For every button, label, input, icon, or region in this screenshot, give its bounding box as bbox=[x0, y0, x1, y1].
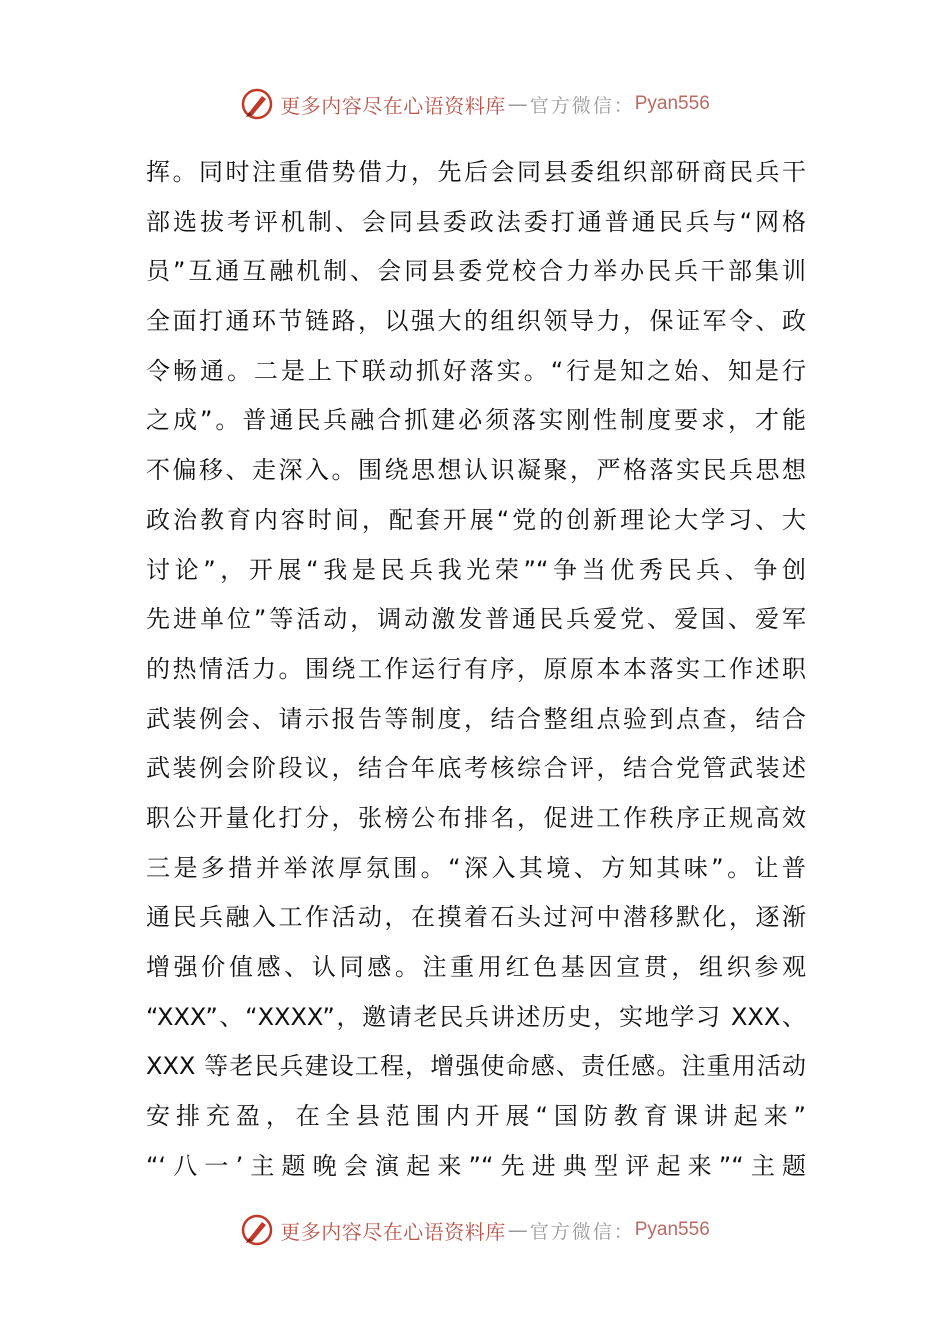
text-line: “‘八一’主题晚会演起来”“先进典型评起来”“主题 bbox=[146, 1151, 806, 1180]
text-line: 职公开量化打分，张榜公布排名，促进工作秩序正规高效 bbox=[146, 803, 806, 832]
text-line: 之成”。普通民兵融合抓建必须落实刚性制度要求，才能 bbox=[146, 406, 806, 435]
banner-prefix: 更多内容尽在心语资料库 bbox=[280, 1219, 506, 1244]
banner-prefix: 更多内容尽在心语资料库 bbox=[280, 93, 506, 118]
text-line: 全面打通环节链路，以强大的组织领导力，保证军令、政 bbox=[146, 307, 806, 336]
text-line: XXX 等老民兵建设工程，增强使命感、责任感。注重用活动 bbox=[146, 1052, 806, 1081]
text-line: 三是多措并举浓厚氛围。“深入其境、方知其味”。让普 bbox=[146, 853, 806, 882]
banner-wechat-label: 官方微信： bbox=[529, 1220, 635, 1243]
banner-wechat-id: Pyan556 bbox=[634, 1219, 710, 1240]
banner-dash: — bbox=[507, 92, 528, 116]
text-line: “XXX”、“XXXX”，邀请老民兵讲述历史，实地学习 XXX、 bbox=[146, 1002, 806, 1031]
text-line: 先进单位”等活动，调动激发普通民兵爱党、爱国、爱军 bbox=[146, 605, 806, 634]
header-banner bbox=[0, 84, 950, 124]
text-line: 通民兵融入工作活动，在摸着石头过河中潜移默化，逐渐 bbox=[146, 903, 806, 932]
text-line: 令畅通。二是上下联动抓好落实。“行是知之始、知是行 bbox=[146, 356, 806, 385]
text-line: 讨论”，开展“我是民兵我光荣”“争当优秀民兵、争创 bbox=[146, 555, 806, 584]
text-line: 员”互通互融机制、会同县委党校合力举办民兵干部集训 bbox=[146, 257, 806, 286]
banner-wechat-label: 官方微信： bbox=[529, 94, 635, 117]
pen-circle-logo-icon bbox=[240, 1213, 274, 1247]
text-line: 的热情活力。围绕工作运行有序，原原本本落实工作述职 bbox=[146, 654, 806, 683]
banner-dash: — bbox=[507, 1218, 528, 1242]
text-line: 政治教育内容时间，配套开展“党的创新理论大学习、大 bbox=[146, 505, 806, 534]
document-body bbox=[146, 148, 806, 1191]
text-line: 武装例会、请示报告等制度，结合整组点验到点查，结合 bbox=[146, 704, 806, 733]
pen-circle-logo-icon bbox=[240, 87, 274, 121]
text-line: 增强价值感、认同感。注重用红色基因宣贯，组织参观 bbox=[146, 953, 806, 981]
text-line: 武装例会阶段议，结合年底考核综合评，结合党管武装述 bbox=[146, 754, 806, 783]
footer-banner bbox=[0, 1210, 950, 1250]
text-line: 挥。同时注重借势借力，先后会同县委组织部研商民兵干 bbox=[146, 158, 806, 186]
text-line: 安排充盈，在全县范围内开展“国防教育课讲起来” bbox=[146, 1102, 806, 1131]
text-line: 部选拔考评机制、会同县委政法委打通普通民兵与“网格 bbox=[146, 207, 806, 236]
text-line: 不偏移、走深入。围绕思想认识凝聚，严格落实民兵思想 bbox=[146, 456, 806, 485]
banner-wechat-id: Pyan556 bbox=[634, 93, 710, 114]
